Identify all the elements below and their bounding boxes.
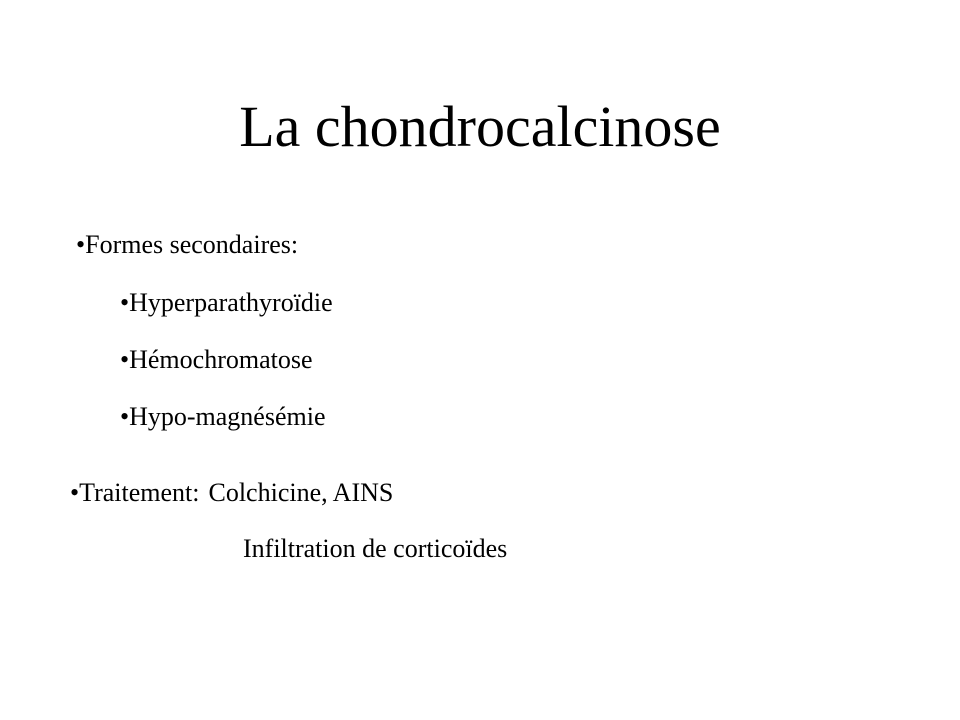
- sub-bullet-text: Hypo-magnésémie: [129, 402, 326, 431]
- sub-bullet-item: [120, 401, 326, 433]
- bullet-glyph: •: [76, 230, 86, 259]
- sub-bullet-text: Hyperparathyroïdie: [129, 288, 333, 317]
- bullet-glyph: •: [120, 288, 130, 317]
- traitement-label: Traitement:: [79, 478, 200, 507]
- bullet-glyph: •: [120, 345, 130, 374]
- bullet-formes-secondaires: [76, 229, 298, 261]
- traitement-line-1: Colchicine, AINS: [208, 478, 394, 507]
- traitement-line-2: Infiltration de corticoïdes: [243, 534, 508, 563]
- traitement-continuation: [243, 533, 507, 565]
- bullet-glyph: •: [120, 402, 130, 431]
- bullet-glyph: •: [70, 478, 80, 507]
- sub-bullet-text: Hémochromatose: [129, 345, 313, 374]
- formes-secondaires-label: Formes secondaires:: [85, 230, 299, 259]
- slide-title: La chondrocalcinose: [239, 94, 721, 159]
- bullet-traitement: [70, 477, 393, 509]
- sub-bullet-item: [120, 344, 313, 376]
- sub-bullet-item: [120, 287, 333, 319]
